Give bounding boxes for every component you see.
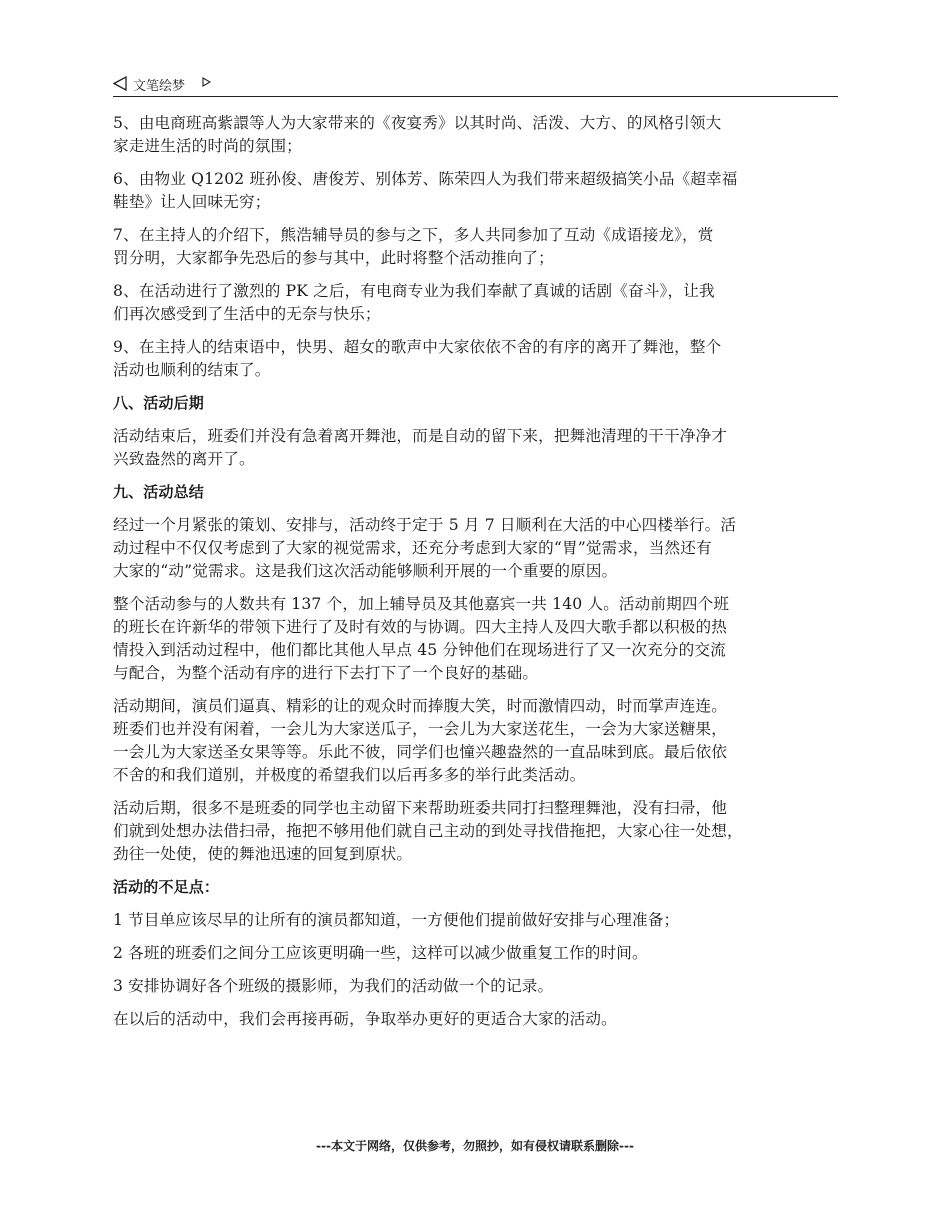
text-line: 活动的不足点：: [113, 878, 220, 896]
text-line: 7、在主持人的介绍下，熊浩辅导员的参与之下，多人共同参加了互动《成语接龙》，赏: [113, 226, 714, 244]
text-line: 1 节目单应该尽早的让所有的演员都知道，一方便他们提前做好安排与心理准备；: [113, 911, 680, 929]
text-line: 8、在活动进行了激烈的 PK 之后，有电商专业为我们奉献了真诚的话剧《奋斗》，让我: [113, 282, 715, 300]
text-line: 在以后的活动中，我们会再接再砺，争取举办更好的更适合大家的活动。: [113, 1010, 617, 1028]
paragraph: [113, 593, 851, 685]
text-line: 活动结束后，班委们并没有急着离开舞池，而是自动的留下来，把舞池清理的干干净净才: [113, 427, 728, 445]
text-line: 们再次感受到了生活中的无奈与快乐；: [113, 305, 381, 323]
document-body: [113, 112, 851, 1041]
section-heading: [113, 481, 851, 504]
text-line: 活动后期，很多不是班委的同学也主动留下来帮助班委共同打扫整理舞池，没有扫帚，他: [113, 799, 728, 817]
paragraph: [113, 514, 851, 583]
text-line: 劲往一处使，使的舞池迅速的回复到原状。: [113, 845, 413, 863]
text-line: 3 安排协调好各个班级的摄影师，为我们的活动做一个的记录。: [113, 977, 554, 995]
section-heading: [113, 876, 851, 899]
text-line: 们就到处想办法借扫帚，拖把不够用他们就自己主动的到处寻找借拖把，大家心往一处想，: [113, 822, 743, 840]
text-line: 情投入到活动过程中，他们都比其他人早点 45 分钟他们在现场进行了又一次充分的交流: [113, 641, 726, 659]
text-line: 活动也顺利的结束了。: [113, 361, 271, 379]
paragraph: [113, 975, 851, 998]
paragraph: [113, 1008, 851, 1031]
section-heading: [113, 392, 851, 415]
paragraph: [113, 112, 851, 158]
paragraph: [113, 425, 851, 471]
text-line: 5、由电商班高紫譞等人为大家带来的《夜宴秀》以其时尚、活泼、大方、的风格引领大: [113, 114, 722, 132]
text-line: 一会儿为大家送圣女果等等。乐此不彼，同学们也憧兴趣盎然的一直品味到底。最后依依: [113, 743, 728, 761]
text-line: 2 各班的班委们之间分工应该更明确一些，这样可以减少做重复工作的时间。: [113, 944, 648, 962]
text-line: 兴致盎然的离开了。: [113, 450, 255, 468]
paragraph: [113, 695, 851, 787]
paragraph: [113, 168, 851, 214]
paragraph: [113, 336, 851, 382]
text-line: 经过一个月紧张的策划、安排与，活动终于定于 5 月 7 日顺利在大活的中心四楼举行。活: [113, 516, 737, 534]
paragraph: [113, 224, 851, 270]
text-line: 家走进生活的时尚的氛围；: [113, 137, 302, 155]
triangle-left-icon: [113, 76, 127, 91]
text-line: 九、活动总结: [113, 483, 204, 501]
text-line: 大家的“动”觉需求。这是我们这次活动能够顺利开展的一个重要的原因。: [113, 562, 618, 580]
text-line: 八、活动后期: [113, 394, 204, 412]
text-line: 鞋垫》让人回味无穷；: [113, 193, 271, 211]
page-header: [113, 72, 838, 97]
text-line: 的班长在许新华的带领下进行了及时有效的与协调。四大主持人及四大歌手都以积极的热: [113, 618, 728, 636]
triangle-right-icon: [202, 77, 211, 87]
paragraph: [113, 909, 851, 932]
text-line: 整个活动参与的人数共有 137 个，加上辅导员及其他嘉宾一共 140 人。活动前期四个班: [113, 595, 730, 613]
text-line: 6、由物业 Q1202 班孙俊、唐俊芳、别体芳、陈荣四人为我们带来超级搞笑小品《超幸福: [113, 170, 738, 188]
text-line: 班委们也并没有闲着，一会儿为大家送瓜子，一会儿为大家送花生，一会为大家送糖果，: [113, 720, 728, 738]
footer-note: ---本文于网络，仅供参考，勿照抄，如有侵权请联系删除---: [316, 1139, 634, 1153]
text-line: 罚分明，大家都争先恐后的参与其中，此时将整个活动推向了；: [113, 249, 554, 267]
text-line: 活动期间，演员们逼真、精彩的让的观众时而捧腹大笑，时而激情四动，时而掌声连连。: [113, 697, 728, 715]
header-brand: 文笔绘梦: [133, 79, 186, 94]
paragraph: [113, 280, 851, 326]
paragraph: [113, 797, 851, 866]
text-line: 9、在主持人的结束语中，快男、超女的歌声中大家依依不舍的有序的离开了舞池，整个: [113, 338, 722, 356]
text-line: 不舍的和我们道别，并极度的希望我们以后再多多的举行此类活动。: [113, 766, 586, 784]
paragraph: [113, 942, 851, 965]
text-line: 动过程中不仅仅考虑到了大家的视觉需求，还充分考虑到大家的“胃”觉需求，当然还有: [113, 539, 712, 557]
text-line: 与配合，为整个活动有序的进行下去打下了一个良好的基础。: [113, 664, 539, 682]
